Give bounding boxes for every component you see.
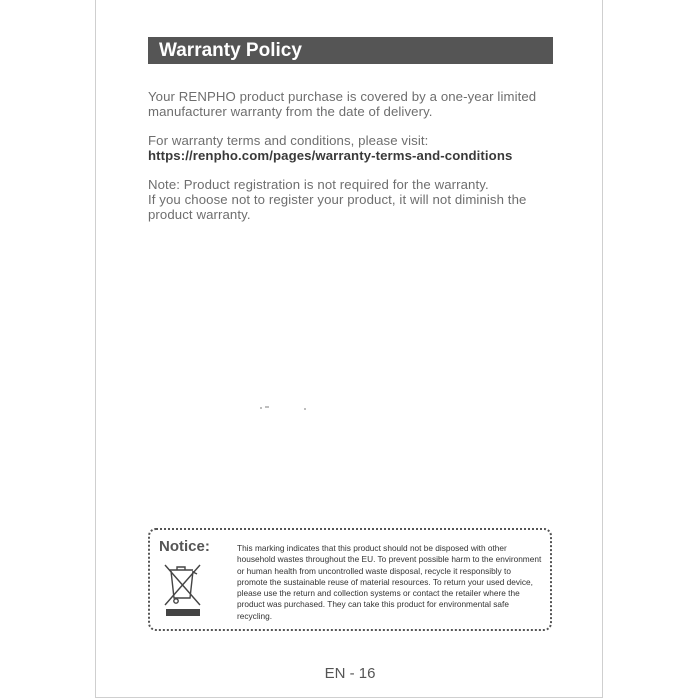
registration-note-paragraph: [148, 177, 553, 222]
page-title: Warranty Policy: [148, 37, 553, 64]
page-number: EN - 16: [324, 665, 376, 682]
notice-text: This marking indicates that this product should not be disposed with other household wastes throughout the EU. To prevent possible harm to the environment or human health from uncontrolled waste disposal, recycle it responsibly to promote the sustainable reuse of material resources. To return your used device, please use the return and collection systems or contact the retailer where the product was purchased. They can take this product for environmental safe recycling.: [237, 543, 542, 621]
terms-intro-text: For warranty terms and conditions, please visit:: [148, 133, 429, 148]
note-line-1: Note: Product registration is not required for the warranty.: [148, 177, 489, 192]
warranty-coverage-paragraph: [148, 89, 553, 119]
recycling-notice-box: [148, 528, 552, 631]
weee-crossed-bin-icon: [162, 560, 206, 620]
warranty-terms-link[interactable]: https://renpho.com/pages/warranty-terms-and-conditions: [148, 148, 513, 163]
coverage-text: Your RENPHO product purchase is covered by a one-year limited manufacturer warranty from the date of delivery.: [148, 89, 537, 119]
notice-title: Notice:: [159, 538, 210, 555]
manual-page: [95, 0, 603, 698]
warranty-terms-paragraph: [148, 133, 553, 163]
print-specks: [260, 406, 306, 410]
note-line-2: If you choose not to register your product, it will not diminish the product warranty.: [148, 192, 527, 222]
